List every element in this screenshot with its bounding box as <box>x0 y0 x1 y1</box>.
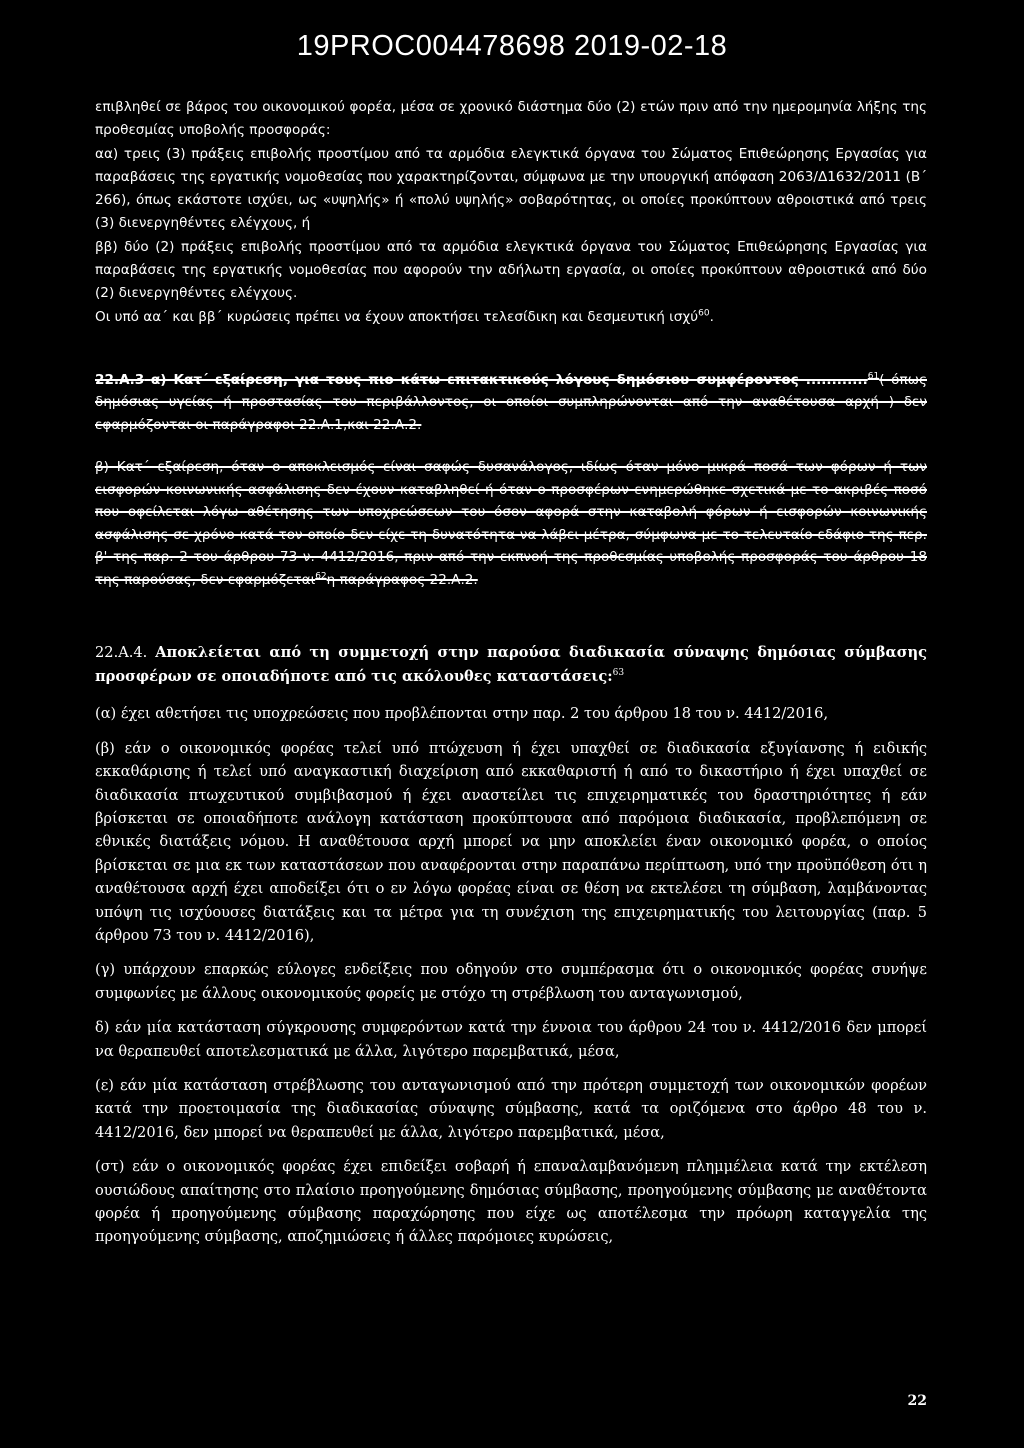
page-number: 22 <box>907 1393 927 1409</box>
document-code-header: 19PROC004478698 2019-02-18 <box>296 30 728 62</box>
section-heading-text: Αποκλείεται από τη συμμετοχή στην παρούσα διαδικασία σύναψης δημόσιας σύμβασης προσφέρων σε οποιαδήποτε από τις ακόλουθες καταστάσεις: <box>95 644 927 685</box>
struck-section-b <box>95 456 927 591</box>
footnote-ref-62: 62 <box>315 571 327 582</box>
struck-paragraph-b <box>95 456 927 591</box>
sanctions-note <box>95 306 927 329</box>
page-content <box>95 96 927 1260</box>
exclusion-item-e: (ε) εάν μία κατάσταση στρέβλωσης του ανταγωνισμού από την πρότερη συμμετοχή των οικονομικών φορέων κατά την προετοιμασία της διαδικασίας σύναψης σύμβασης, κατά τα οριζόμενα στο άρθρο 48 του ν. 4412/2016, δεν μπορεί να θεραπευθεί με άλλα, λιγότερο παρεμβατικά, μέσα, <box>95 1076 927 1141</box>
section-22a4 <box>95 641 927 1248</box>
exclusion-item-f: (στ) εάν ο οικονομικός φορέας έχει επιδείξει σοβαρή ή επαναλαμβανόμενη πλημμέλεια κατά την εκτέλεση ουσιώδους απαίτησης στο πλαίσιο προηγούμενης δημόσιας σύμβασης, προηγούμενης σύμβασης με αναθέτοντα φορέα ή προηγούμενης σύμβασης παραχώρησης που είχε ως αποτέλεσμα την πρόωρη καταγγελία της προηγούμενης σύμβασης, αποζημιώσεις ή άλλες παρόμοιες κυρώσεις, <box>95 1158 927 1246</box>
item-bb: ββ) δύο (2) πράξεις επιβολής προστίμου από τα αρμόδια ελεγκτικά όργανα του Σώματος Επιθεώρησης Εργασίας για παραβάσεις της εργατικής νομοθεσίας που αφορούν την αδήλωτη εργασία, οι οποίες προκύπτουν αθροιστικά από δύο (2) διενεργηθέντες ελέγχους. <box>95 238 927 302</box>
exclusion-item-a: (α) έχει αθετήσει τις υποχρεώσεις που προβλέπονται στην παρ. 2 του άρθρου 18 του ν. 4412/2016, <box>95 705 829 723</box>
struck-paragraph-a <box>95 369 927 437</box>
sanctions-note-text: Οι υπό αα΄ και ββ΄ κυρώσεις πρέπει να έχουν αποκτήσει τελεσίδικη και δεσμευτική ισχύ <box>95 308 699 325</box>
struck-section-b-text: β) Κατ΄ εξαίρεση, όταν ο αποκλεισμός είναι σαφώς δυσανάλογος, ιδίως όταν μόνο μικρά ποσά των φόρων ή των εισφορών κοινωνικής ασφάλισης δεν έχουν καταβληθεί ή όταν ο προσφέρων ενημερώθηκε σχετικά με το ακριβές ποσό που οφείλεται λόγω αθέτησης των υποχρεώσεων του όσον αφορά στην καταβολή φόρων ή εισφορών κοινωνικής ασφάλισης σε χρόνο κατά τον οποίο δεν είχε τη δυνατότητα να λάβει μέτρα, σύμφωνα με το τελευταίο εδάφιο της περ. β' της παρ. 2 του άρθρου 73 ν. 4412/2016, πριν από την εκπνοή της προθεσμίας υποβολής προσφοράς του άρθρου 18 της παρούσας, δεν εφαρμόζεται <box>95 459 927 588</box>
struck-section-a-text: α) Κατ΄ εξαίρεση, για τους πιο κάτω επιτακτικούς λόγους δημόσιου συμφέροντος ............ <box>150 371 868 388</box>
sanctions-note-end: . <box>709 308 714 325</box>
intro-block <box>95 96 927 329</box>
intro-paragraph: επιβληθεί σε βάρος του οικονομικού φορέα, μέσα σε χρονικό διάστημα δύο (2) ετών πριν από την ημερομηνία λήξης της προθεσμίας υποβολής προσφοράς: <box>95 99 927 139</box>
section-heading-label: 22.Α.4. <box>95 644 148 662</box>
item-aa: αα) τρεις (3) πράξεις επιβολής προστίμου από τα αρμόδια ελεγκτικά όργανα του Σώματος Επιθεώρησης Εργασίας για παραβάσεις της εργατικής νομοθεσίας που χαρακτηρίζονται, σύμφωνα με την υπουργική απόφαση 2063/Δ1632/2011 (Β΄ 266), όπως εκάστοτε ισχύει, ως «υψηλής» ή «πολύ υψηλής» σοβαρότητας, οι οποίες προκύπτουν αθροιστικά από τρεις (3) διενεργηθέντες ελέγχους, ή <box>95 145 927 232</box>
footnote-ref-63: 63 <box>612 668 625 679</box>
exclusion-item-d: δ) εάν μία κατάσταση σύγκρουσης συμφερόντων κατά την έννοια του άρθρου 24 του ν. 4412/2016 δεν μπορεί να θεραπευθεί αποτελεσματικά με άλλα, λιγότερο παρεμβατικά, μέσα, <box>95 1019 927 1060</box>
exclusion-item-c: (γ) υπάρχουν επαρκώς εύλογες ενδείξεις που οδηγούν στο συμπέρασμα ότι ο οικονομικός φορέας συνήψε συμφωνίες με άλλους οικονομικούς φορείς με στόχο τη στρέβλωση του ανταγωνισμού, <box>95 961 927 1002</box>
struck-section-a-text2: ( όπως δημόσιας υγείας ή προστασίας του περιβάλλοντος, οι οποίοι συμπληρώνονται από την αναθέτουσα αρχή ) δεν εφαρμόζονται οι παράγραφοι 22.Α.1,και 22.Α.2. <box>95 371 927 433</box>
footnote-ref-61: 61 <box>867 371 880 382</box>
footnote-ref-60: 60 <box>698 308 710 319</box>
struck-section-b-text2: η παράγραφος 22.Α.2. <box>326 571 478 588</box>
struck-section-a-label: 22.Α.3 <box>95 371 145 388</box>
exclusion-item-b: (β) εάν ο οικονομικός φορέας τελεί υπό πτώχευση ή έχει υπαχθεί σε διαδικασία εξυγίανσης ή ειδικής εκκαθάρισης ή τελεί υπό αναγκαστική διαχείριση από εκκαθαριστή ή από το δικαστήριο ή έχει υπαχθεί σε διαδικασία πτωχευτικού συμβιβασμού ή έχει αναστείλει τις επιχειρηματικές του δραστηριότητες ή εάν βρίσκεται σε οποιαδήποτε ανάλογη κατάσταση προκύπτουσα από παρόμοια διαδικασία, προβλεπόμενη σε εθνικές διατάξεις νόμου. Η αναθέτουσα αρχή μπορεί να μην αποκλείει έναν οικονομικό φορέα, ο οποίος βρίσκεται σε μια εκ των καταστάσεων που αναφέρονται στην παραπάνω περίπτωση, υπό την προϋπόθεση ότι η αναθέτουσα αρχή έχει αποδείξει ότι ο εν λόγω φορέας είναι σε θέση να εκτελέσει τη σύμβαση, λαμβάνοντας υπόψη τις ισχύουσες διατάξεις και τα μέτρα για τη συνέχιση της επιχειρηματικής του λειτουργίας (παρ. 5 άρθρου 73 του ν. 4412/2016), <box>95 739 927 944</box>
section-heading <box>95 641 927 688</box>
struck-section-a <box>95 369 927 437</box>
